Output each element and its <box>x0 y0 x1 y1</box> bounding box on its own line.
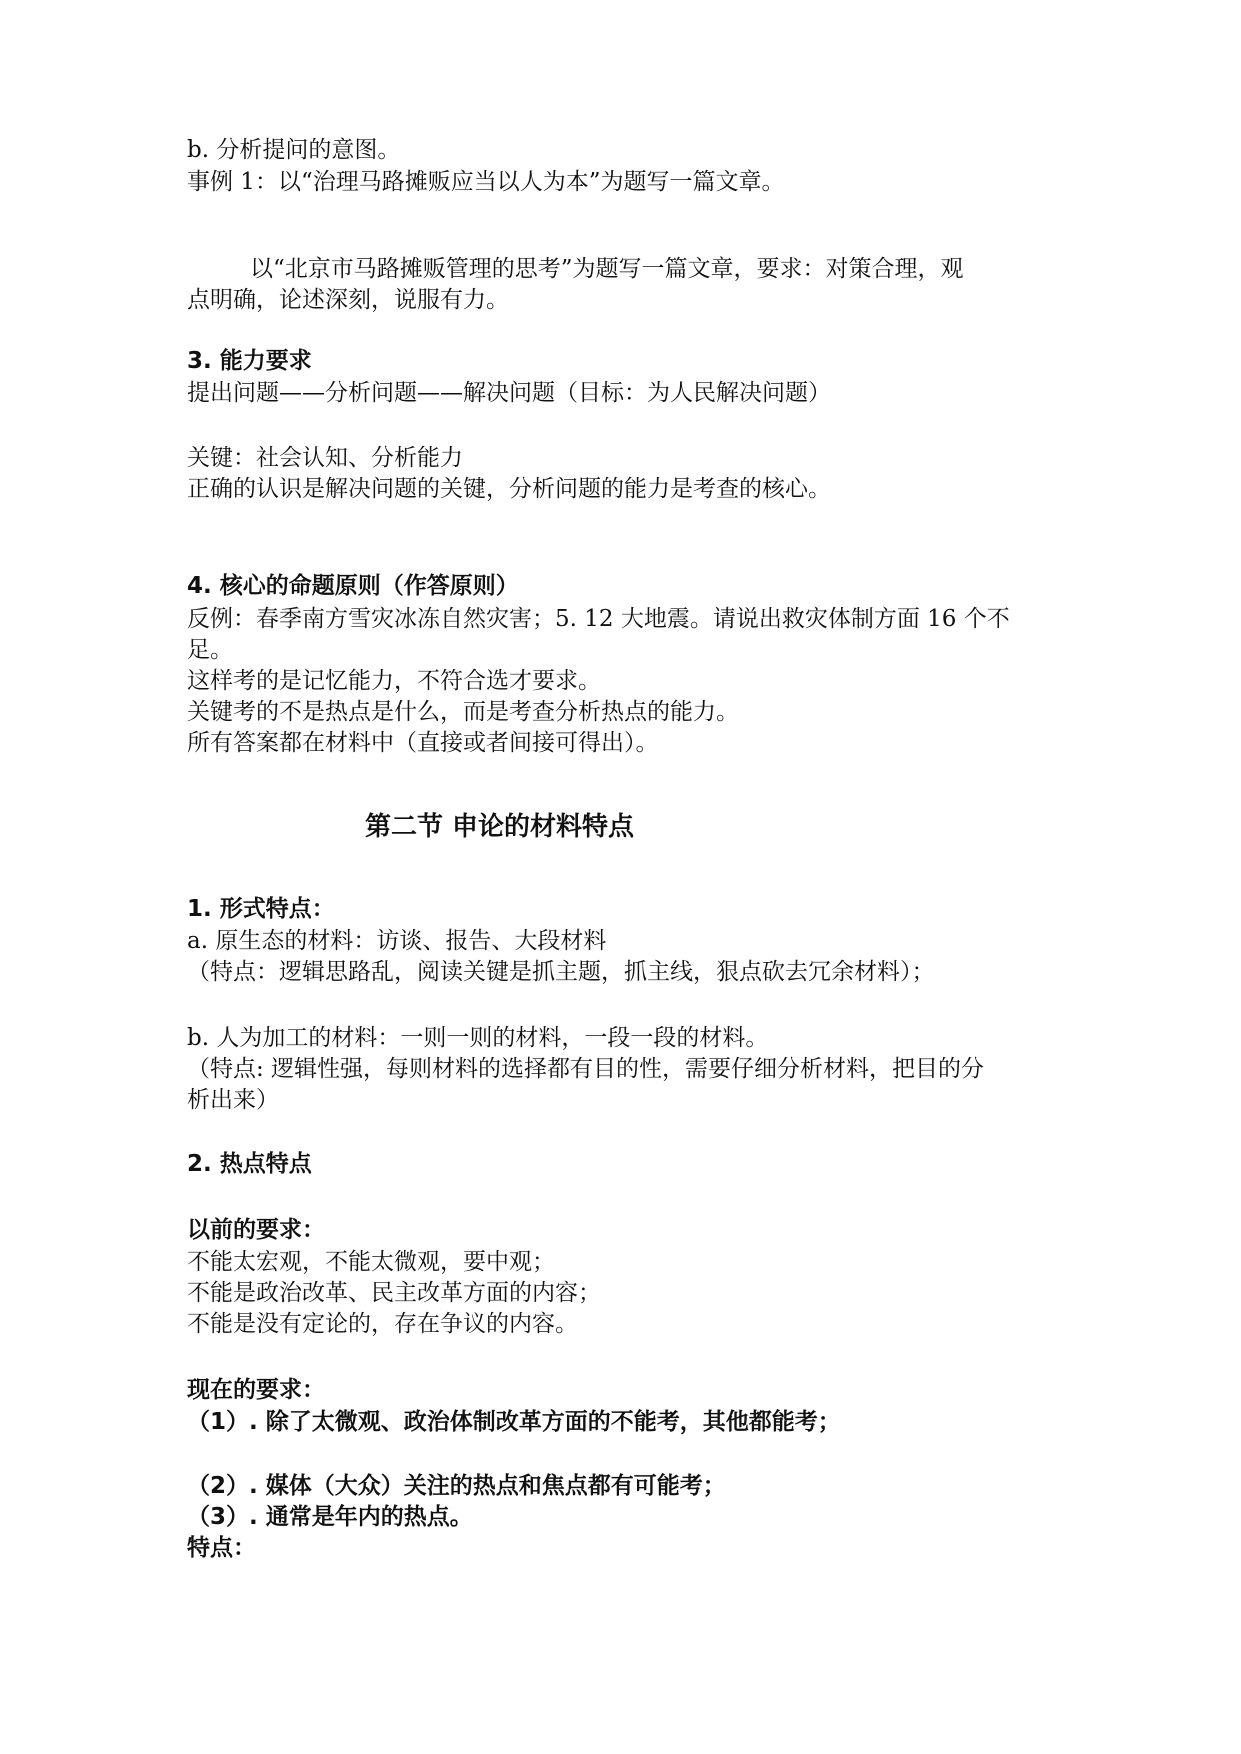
paragraph-line: a. 原生态的材料：访谈、报告、大段材料 <box>187 928 607 954</box>
paragraph-line: 正确的认识是解决问题的关键，分析问题的能力是考查的核心。 <box>187 476 831 502</box>
paragraph-line: 关键：社会认知、分析能力 <box>187 445 463 471</box>
subheading: 特点： <box>187 1535 256 1561</box>
paragraph-line: （特点：逻辑思路乱，阅读关键是抓主题，抓主线，狠点砍去冗余材料）； <box>187 959 935 985</box>
paragraph-line: 不能是没有定论的，存在争议的内容。 <box>187 1311 578 1337</box>
paragraph-line: 足。 <box>187 637 233 663</box>
paragraph-line: 事例 1：以“治理马路摊贩应当以人为本”为题写一篇文章。 <box>187 169 785 195</box>
subheading: 2. 热点特点 <box>187 1151 312 1177</box>
list-item: （3）. 通常是年内的热点。 <box>187 1504 473 1530</box>
paragraph-line: 析出来） <box>187 1087 279 1113</box>
section-title: 第二节 申论的材料特点 <box>365 812 635 842</box>
paragraph-line: 提出问题——分析问题——解决问题（目标：为人民解决问题） <box>187 380 831 406</box>
subheading: 现在的要求： <box>187 1377 325 1403</box>
subheading: 4. 核心的命题原则（作答原则） <box>187 573 519 599</box>
paragraph-line: 反例：春季南方雪灾冰冻自然灾害；5. 12 大地震。请说出救灾体制方面 16 个不 <box>187 606 1010 632</box>
paragraph-line: （特点: 逻辑性强，每则材料的选择都有目的性，需要仔细分析材料，把目的分 <box>187 1056 985 1082</box>
paragraph-line: b. 人为加工的材料：一则一则的材料，一段一段的材料。 <box>187 1025 769 1051</box>
paragraph-line: 所有答案都在材料中（直接或者间接可得出）。 <box>187 730 659 756</box>
paragraph-line: 这样考的是记忆能力，不符合选才要求。 <box>187 668 601 694</box>
paragraph-line: 关键考的不是热点是什么，而是考查分析热点的能力。 <box>187 699 739 725</box>
list-item: （1）. 除了太微观、政治体制改革方面的不能考，其他都能考； <box>187 1409 841 1435</box>
paragraph-line: 以“北京市马路摊贩管理的思考”为题写一篇文章，要求：对策合理，观 <box>250 256 964 282</box>
list-item: （2）. 媒体（大众）关注的热点和焦点都有可能考； <box>187 1473 726 1499</box>
paragraph-line: 点明确，论述深刻，说服有力。 <box>187 287 509 313</box>
paragraph-line: 不能是政治改革、民主改革方面的内容； <box>187 1280 601 1306</box>
subheading: 以前的要求： <box>187 1217 325 1243</box>
subheading: 3. 能力要求 <box>187 348 312 374</box>
paragraph-line: 不能太宏观，不能太微观，要中观； <box>187 1249 555 1275</box>
paragraph-line: b. 分析提问的意图。 <box>187 137 401 163</box>
subheading: 1. 形式特点： <box>187 896 335 922</box>
